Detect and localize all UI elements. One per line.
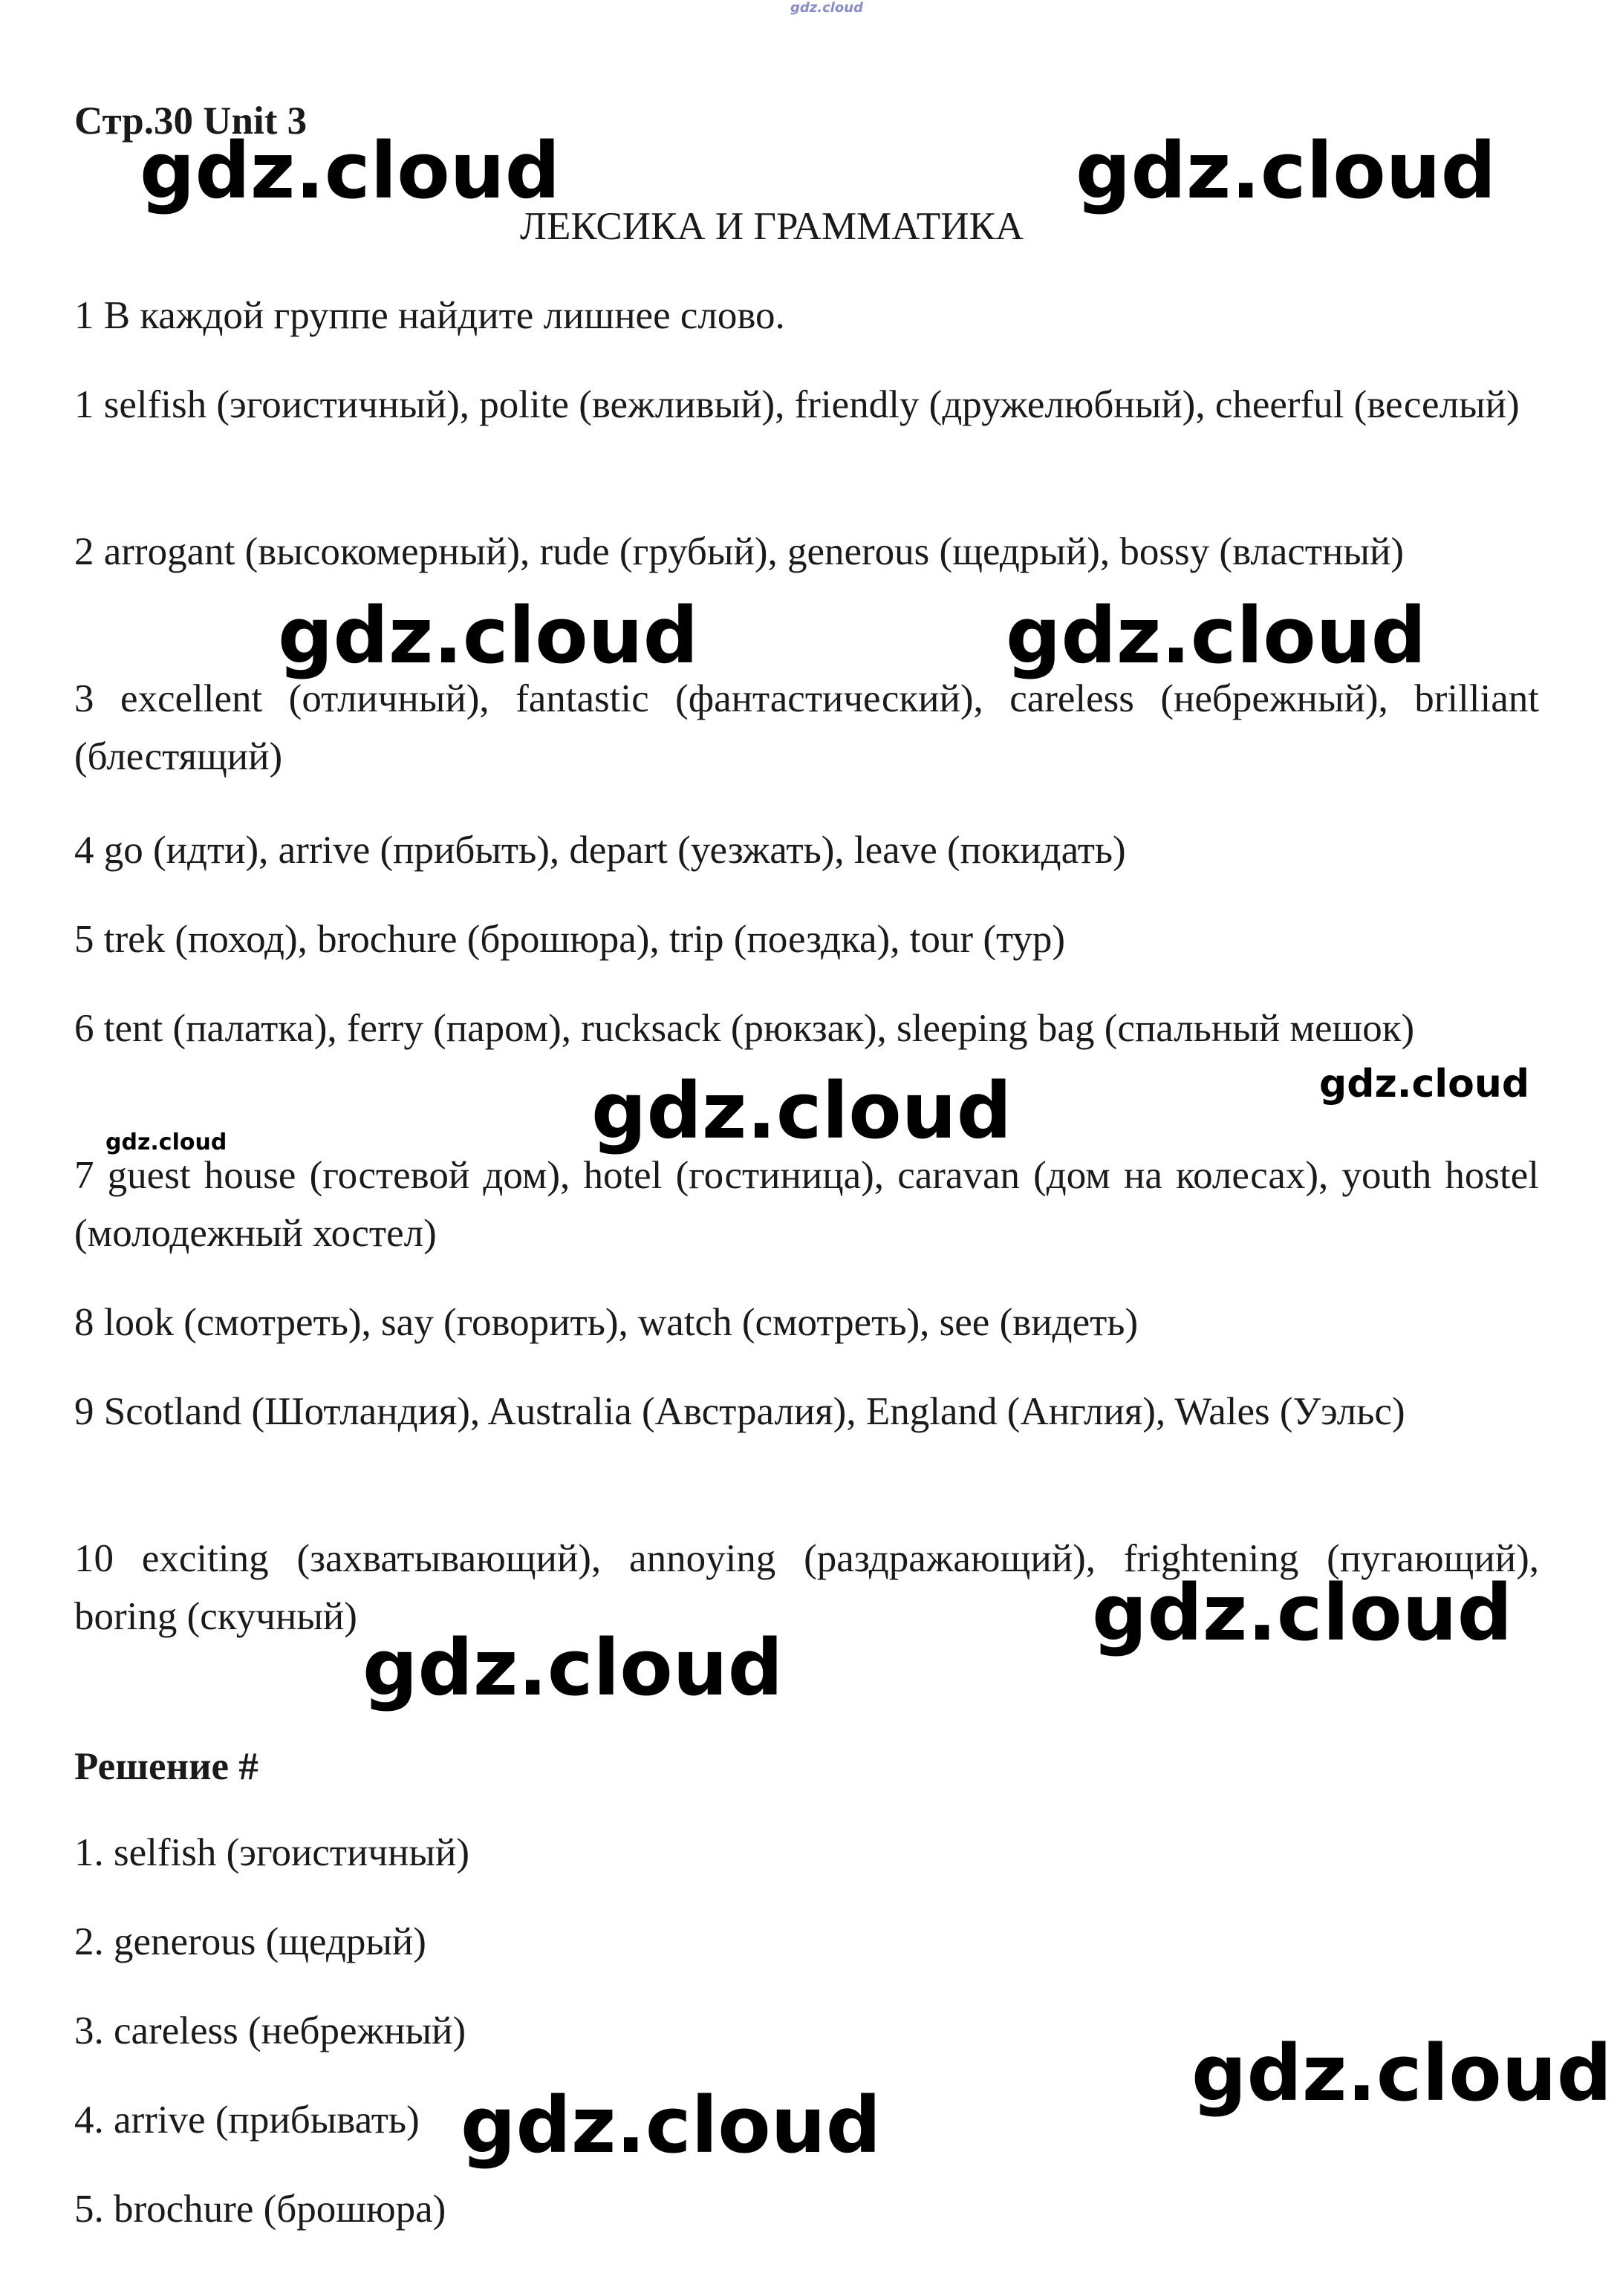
- watermark: gdz.cloud: [105, 1129, 227, 1155]
- watermark: gdz.cloud: [1191, 2028, 1613, 2119]
- watermark: gdz.cloud: [140, 125, 561, 216]
- section-title: ЛЕКСИКА И ГРАММАТИКА: [520, 205, 1024, 248]
- solution-heading: Решение #: [74, 1745, 258, 1788]
- task-item: 5 trek (поход), brochure (брошюра), trip (поездка), tour (тур): [74, 918, 1066, 961]
- answer-item: 1. selfish (эгоистичный): [74, 1831, 469, 1874]
- task-item: 10 exciting (захватывающий), annoying (раздражающий), frightening (пугающий), boring (скучный): [74, 1537, 1539, 1638]
- task-instruction: 1 В каждой группе найдите лишнее слово.: [74, 294, 785, 337]
- task-item: 9 Scotland (Шотландия), Australia (Австралия), England (Англия), Wales (Уэльс): [74, 1390, 1405, 1433]
- task-item: 2 arrogant (высокомерный), rude (грубый), generous (щедрый), bossy (властный): [74, 530, 1405, 573]
- watermark: gdz.cloud: [1092, 1568, 1513, 1658]
- task-item: 3 excellent (отличный), fantastic (фантастический), careless (небрежный), brilliant (блестящий): [74, 677, 1539, 778]
- page-reference: Стр.30 Unit 3: [74, 100, 308, 143]
- watermark: gdz.cloud: [278, 590, 699, 681]
- task-item: 1 selfish (эгоистичный), polite (вежливый), friendly (дружелюбный), cheerful (веселый): [74, 383, 1520, 426]
- top-watermark: gdz.cloud: [790, 0, 863, 16]
- answer-item: 3. careless (небрежный): [74, 2009, 466, 2052]
- watermark: gdz.cloud: [461, 2080, 882, 2171]
- task-item: 7 guest house (гостевой дом), hotel (гостиница), caravan (дом на колесах), youth hostel (молодежный хостел): [74, 1154, 1539, 1255]
- task-item: 6 tent (палатка), ferry (паром), rucksack (рюкзак), sleeping bag (спальный мешок): [74, 1007, 1415, 1050]
- watermark: gdz.cloud: [362, 1622, 784, 1713]
- task-item: 4 go (идти), arrive (прибыть), depart (уезжать), leave (покидать): [74, 829, 1126, 872]
- task-item: 8 look (смотреть), say (говорить), watch (смотреть), see (видеть): [74, 1301, 1139, 1344]
- answer-item: 4. arrive (прибывать): [74, 2098, 420, 2142]
- watermark: gdz.cloud: [1319, 1062, 1530, 1106]
- answer-item: 2. generous (щедрый): [74, 1920, 426, 1963]
- answer-item: 5. brochure (брошюра): [74, 2188, 446, 2231]
- watermark: gdz.cloud: [1076, 125, 1497, 216]
- watermark: gdz.cloud: [591, 1066, 1012, 1156]
- watermark: gdz.cloud: [1006, 590, 1427, 681]
